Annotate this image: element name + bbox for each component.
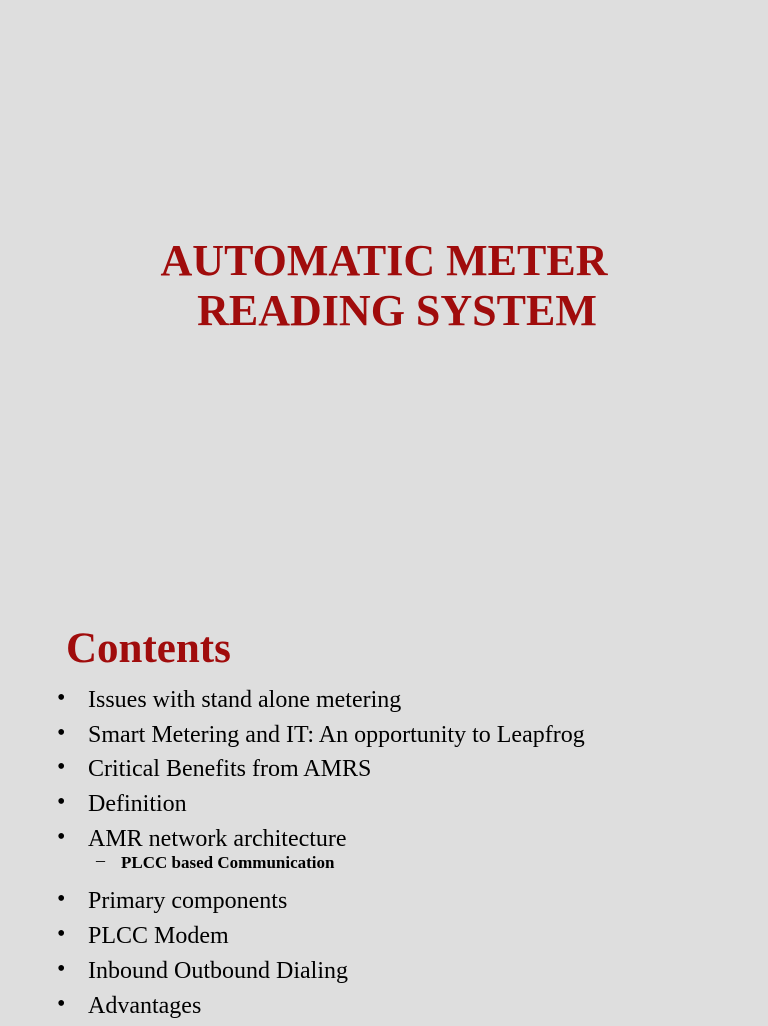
list-item-label: Issues with stand alone metering [88, 687, 402, 713]
list-item-label: AMR network architecture [88, 825, 347, 852]
list-item-smart-metering [0, 721, 768, 749]
list-item-label: Definition [88, 791, 187, 818]
list-item-label: Primary components [88, 888, 288, 915]
dash-icon: – [96, 850, 105, 871]
list-item-advantages [0, 992, 768, 1020]
bullet-icon: • [57, 823, 66, 850]
slide-title [0, 236, 768, 336]
list-item-plcc-modem [0, 922, 768, 950]
list-item-definition [0, 790, 768, 818]
slide-title-line-1: AUTOMATIC METER [160, 236, 608, 285]
sub-list-item-plcc-communication [0, 850, 768, 873]
bullet-icon: • [57, 990, 66, 1017]
bullet-icon: • [57, 719, 66, 746]
sub-list-item-label: PLCC based Communication [121, 853, 335, 873]
bullet-icon: • [57, 955, 66, 982]
list-item-primary-components [0, 887, 768, 915]
bullet-icon: • [57, 685, 66, 711]
bullet-icon: • [57, 754, 66, 781]
contents-heading: Contents [66, 625, 231, 672]
list-item-critical-benefits [0, 755, 768, 783]
bullet-icon: • [57, 789, 66, 816]
list-item-label: PLCC Modem [88, 923, 229, 950]
list-item-label: Critical Benefits from AMRS [88, 756, 372, 783]
slide-title-line-2: READING SYSTEM [197, 286, 597, 335]
list-item-label: Inbound Outbound Dialing [88, 957, 348, 984]
list-item-dialing [0, 957, 768, 985]
list-item-label: Advantages [88, 992, 202, 1019]
bullet-icon: • [57, 886, 66, 913]
bullet-icon: • [57, 921, 66, 948]
contents-list [0, 686, 768, 1026]
list-item-label: Smart Metering and IT: An opportunity to Leapfrog [88, 721, 585, 748]
list-item-issues [0, 686, 768, 714]
list-item-amr-architecture [0, 825, 768, 853]
